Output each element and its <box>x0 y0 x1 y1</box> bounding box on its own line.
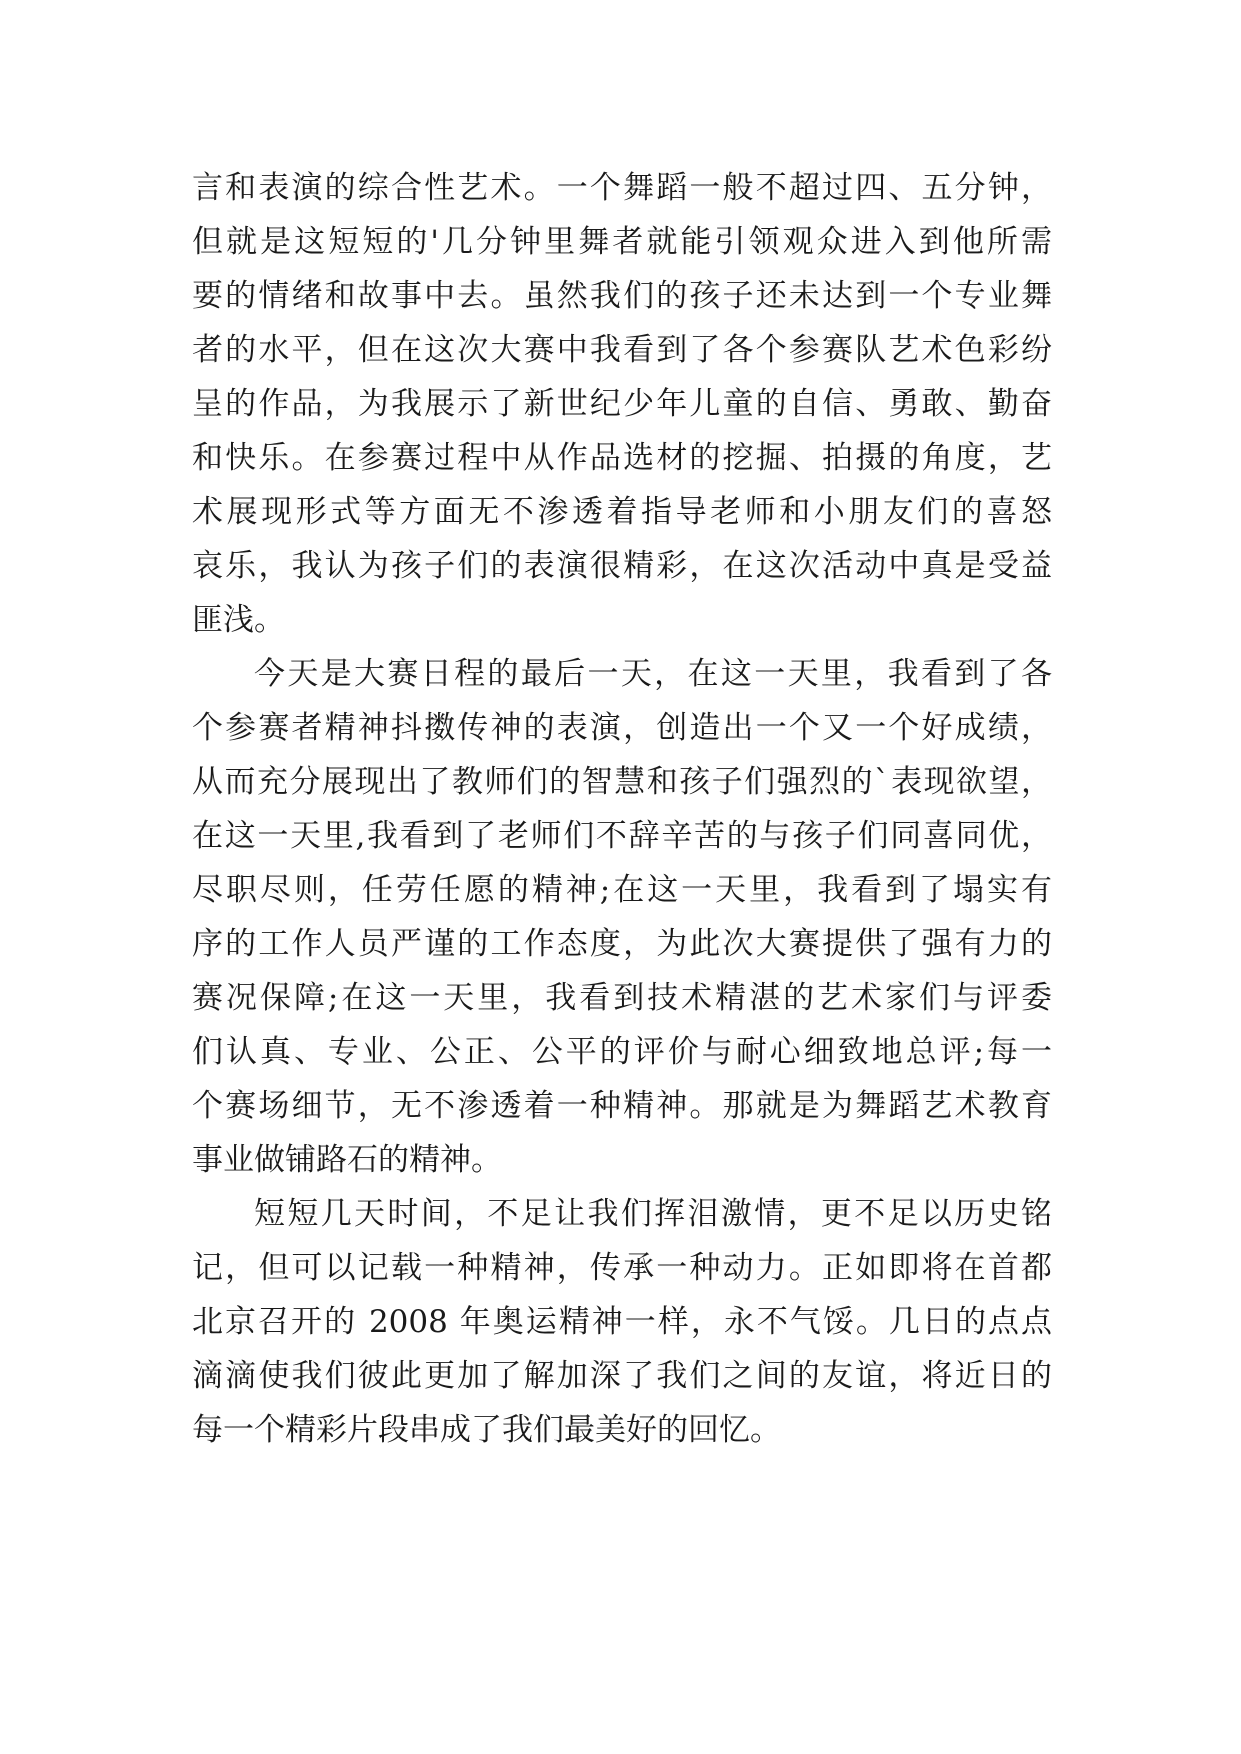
text-line: 记，但可以记载一种精神，传承一种动力。正如即将在首都 <box>192 1250 1052 1286</box>
text-line: 言和表演的综合性艺术。一个舞蹈一般不超过四、五分钟， <box>192 170 1052 206</box>
text-line: 赛况保障;在这一天里，我看到技术精湛的艺术家们与评委 <box>192 980 1052 1016</box>
paragraph-1 <box>192 161 1052 647</box>
text-line: 匪浅。 <box>192 602 285 638</box>
text-line: 滴滴使我们彼此更加了解加深了我们之间的友谊，将近日的 <box>192 1358 1052 1394</box>
text-line: 们认真、专业、公正、公平的评价与耐心细致地总评;每一 <box>192 1034 1052 1070</box>
text-line: 尽职尽则，任劳任愿的精神;在这一天里，我看到了塌实有 <box>192 872 1052 908</box>
text-line: 和快乐。在参赛过程中从作品选材的挖掘、拍摄的角度，艺 <box>192 440 1052 476</box>
text-line: 个赛场细节，无不渗透着一种精神。那就是为舞蹈艺术教育 <box>192 1088 1052 1124</box>
text-line: 从而充分展现出了教师们的智慧和孩子们强烈的`表现欲望， <box>192 764 1052 800</box>
text-line: 短短几天时间，不足让我们挥泪激情，更不足以历史铭 <box>254 1196 1052 1232</box>
text-line: 但就是这短短的'几分钟里舞者就能引领观众进入到他所需 <box>192 224 1052 260</box>
text-line: 在这一天里,我看到了老师们不辞辛苦的与孩子们同喜同优， <box>192 818 1052 854</box>
text-line: 哀乐，我认为孩子们的表演很精彩，在这次活动中真是受益 <box>192 548 1052 584</box>
text-line: 要的情绪和故事中去。虽然我们的孩子还未达到一个专业舞 <box>192 278 1052 314</box>
text-line: 呈的作品，为我展示了新世纪少年儿童的自信、勇敢、勤奋 <box>192 386 1052 422</box>
paragraph-2 <box>192 647 1052 1187</box>
text-line: 每一个精彩片段串成了我们最美好的回忆。 <box>192 1412 781 1448</box>
text-line: 者的水平，但在这次大赛中我看到了各个参赛队艺术色彩纷 <box>192 332 1052 368</box>
text-line: 事业做铺路石的精神。 <box>192 1142 502 1178</box>
paragraph-3 <box>192 1187 1052 1457</box>
text-line: 序的工作人员严谨的工作态度，为此次大赛提供了强有力的 <box>192 926 1052 962</box>
text-line: 个参赛者精神抖擞传神的表演，创造出一个又一个好成绩， <box>192 710 1052 746</box>
document-body <box>192 161 1052 1457</box>
text-line: 今天是大赛日程的最后一天，在这一天里，我看到了各 <box>254 656 1052 692</box>
text-line: 北京召开的 2008 年奥运精神一样，永不气馁。几日的点点 <box>192 1304 1052 1340</box>
text-line: 术展现形式等方面无不渗透着指导老师和小朋友们的喜怒 <box>192 494 1052 530</box>
